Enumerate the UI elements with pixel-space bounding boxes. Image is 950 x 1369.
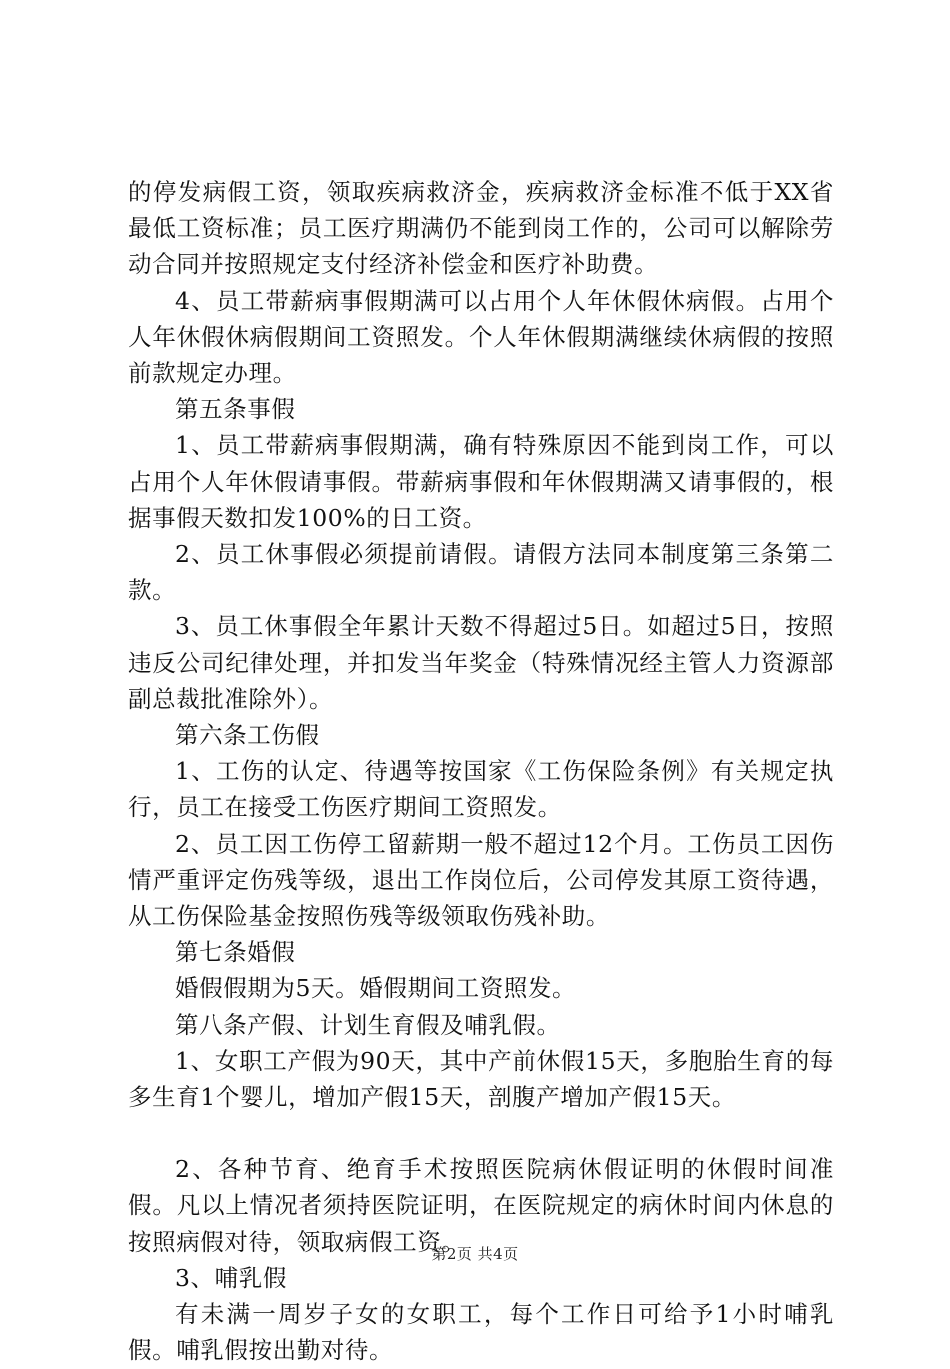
paragraph-marriage-leave: 婚假假期为5天。婚假期间工资照发。 <box>175 974 577 1003</box>
paragraph-personal-leave-3: 3、员工休事假全年累计天数不得超过5日。如超过5日，按照违反公司纪律处理，并扣发当年奖金（特殊情况经主管人力资源部副总裁批准除外）。 <box>128 612 834 713</box>
section-heading-article-7: 第七条婚假 <box>175 938 296 967</box>
section-heading-article-5: 第五条事假 <box>175 395 296 424</box>
paragraph-injury-leave-1: 1、工伤的认定、待遇等按国家《工伤保险条例》有关规定执行，员工在接受工伤医疗期间工资照发。 <box>128 757 834 822</box>
section-heading-article-8: 第八条产假、计划生育假及哺乳假。 <box>175 1010 561 1039</box>
subheading-nursing-leave: 3、哺乳假 <box>175 1263 287 1292</box>
paragraph-clause-4: 4、员工带薪病事假期满可以占用个人年休假休病假。占用个人年休假休病假期间工资照发。个人年休假期满继续休病假的按照前款规定办理。 <box>128 286 834 388</box>
paragraph-continuation: 的停发病假工资，领取疾病救济金，疾病救济金标准不低于XX省最低工资标准；员工医疗期满仍不能到岗工作的，公司可以解除劳动合同并按照规定支付经济补偿金和医疗补助费。 <box>128 178 834 279</box>
document-body <box>128 174 834 1369</box>
section-heading-article-6: 第六条工伤假 <box>175 721 320 750</box>
paragraph-nursing-leave: 有未满一周岁子女的女职工，每个工作日可给予1小时哺乳假。哺乳假按出勤对待。 <box>128 1300 834 1365</box>
paragraph-personal-leave-2: 2、员工休事假必须提前请假。请假方法同本制度第三条第二款。 <box>128 540 834 605</box>
paragraph-personal-leave-1: 1、员工带薪病事假期满，确有特殊原因不能到岗工作，可以占用个人年休假请事假。带薪病事假和年休假期满又请事假的，根据事假天数扣发100%的日工资。 <box>128 431 834 532</box>
paragraph-injury-leave-2: 2、员工因工伤停工留薪期一般不超过12个月。工伤员工因伤情严重评定伤残等级，退出工作岗位后，公司停发其原工资待遇，从工伤保险基金按照伤残等级领取伤残补助。 <box>128 829 834 931</box>
paragraph-maternity-leave-2: 2、各种节育、绝育手术按照医院病休假证明的休假时间准假。凡以上情况者须持医院证明，在医院规定的病休时间内休息的按照病假对待，领取病假工资。 <box>128 1155 834 1256</box>
paragraph-maternity-leave-1: 1、女职工产假为90天，其中产前休假15天，多胞胎生育的每多生育1个婴儿，增加产假15天，剖腹产增加产假15天。 <box>128 1046 834 1112</box>
page-number-footer: 第2页 共4页 <box>431 1245 519 1263</box>
